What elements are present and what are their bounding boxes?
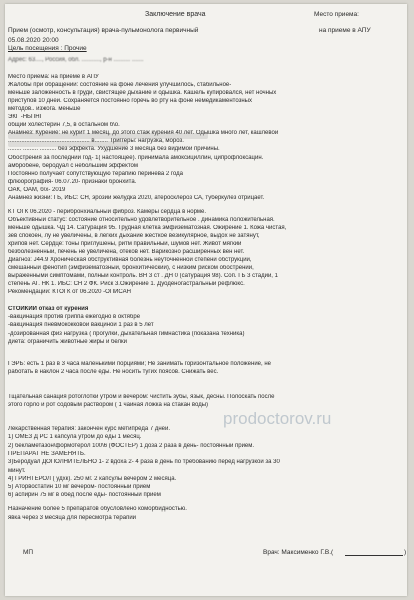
gerd-lines-line: ГЭРБ: есть 1 раз в 3 часа маленькими порциями; Не занимать горизонтальное положение, не bbox=[8, 361, 272, 367]
therapy-lines-line: 3)Беродуал ДОПОЛНИТЕЛЬНО 1- 2 вдоха 2- 4 раза в день по требованию перед нагрузкой за 30 bbox=[8, 459, 280, 466]
gerd-lines-line: работать в наклон 2 часа после еды. Не носить тугих поясов. Снижать вес. bbox=[8, 369, 219, 376]
exam-lines-line: Диагноз: J44.9 Хроническая обструктивная болезнь неуточненной степени обструкции, bbox=[8, 257, 252, 263]
exam-lines-line: степень АГ. НК 1. ИБС: СН 2 ФК. Риск 3.Ожирение 1. Дуоденогастральный рефлюкс. bbox=[8, 281, 245, 287]
rec-lines-line: -вакцинация пневмококковой вакциной 1 раз в 5 лет bbox=[8, 322, 154, 329]
rec-lines-line: СТОЙКИЙ отказ от курения bbox=[8, 306, 89, 312]
lines-line: амбробене, беродуал с небольшим эффектом bbox=[8, 162, 138, 169]
exam-lines-line: зев спокоен, лу не увеличены, в легких дыхание жесткое везикулярное, выдох не затянут, bbox=[8, 233, 260, 239]
lines-line: общий холестерин 7,5, в остальном б\о. bbox=[8, 122, 120, 129]
doctor-signature-label: Врач: Максименко Г.В.( bbox=[263, 549, 334, 556]
lines-line: Место приема: на приеме в АПУ bbox=[8, 74, 99, 80]
stamp-label: МП bbox=[23, 549, 34, 556]
place-label: Место приема: bbox=[314, 11, 359, 18]
lines-line: флюорография- 06.07.20- признаки бронхита. bbox=[8, 178, 137, 185]
therapy-lines-line: минут. bbox=[8, 467, 26, 474]
therapy-lines-line: 4) ГРИНТЕРОЛ ( удхк). 250 мг. 2 капсулы вечером 2 месяца. bbox=[8, 475, 177, 482]
address-line: Адрес: 63...., Россия, обл. ..........., р-н .......... ....... bbox=[8, 57, 144, 63]
lines-line: приступов 10 дней. Сохраняется постоянно горечь во рту на фоне немедикаментозных bbox=[8, 98, 252, 105]
lines-line: меньше заложенность в груди, свистящее дыхание и одышка. Кашель купировался, нет ночных bbox=[8, 90, 277, 97]
exam-lines-line: выраженными симптомами, полный контроль. ВН 3 ст . ДН 0 (сатурация 98). Соп. ГБ 3 стадии, 1 bbox=[8, 273, 278, 279]
therapy-lines-line: 6) аспирин 75 мг в обед после еды- постоянный прием bbox=[8, 492, 161, 499]
sanation-lines-line: Тщательная санация ротоглотки утром и вечером: чистить зубы, язык, десны. Полоскать после bbox=[8, 394, 275, 400]
visit-type: Прием (осмотр, консультация) врача-пульмонолога первичный bbox=[8, 27, 199, 34]
lines-line: методов.. изжога. меньше bbox=[8, 106, 81, 113]
signature-close: ) bbox=[404, 549, 407, 556]
place-value: на приеме в АПУ bbox=[319, 27, 371, 34]
document-title: Заключение врача bbox=[145, 11, 206, 18]
rec-lines-line: -дозированная физ нагрузка ( прогулки, дыхательная гимнастика (показана техника) bbox=[8, 330, 245, 337]
redaction-mark bbox=[8, 141, 128, 147]
exam-lines-line: Рекомендации: КТОГК от 06.2020 -ОПИСАН bbox=[8, 289, 131, 295]
lines-line: Постоянно получает сопутствующую терапию перинева 2 года bbox=[8, 170, 183, 177]
exam-lines-line: меньше одышка. ЧД 14. Сатурация 95. Грудная клетка эмфизематозная. Ожирение 1. Кожа чистая, bbox=[8, 225, 287, 231]
sanation-lines-line: этого горло и рот содовым раствором ( 1 чайная ложка на стакан воды) bbox=[8, 402, 209, 409]
visit-purpose: Цель посещения : Прочие bbox=[8, 45, 87, 52]
lines-line: ........ ......... .......... без эффекта. Ухудшение 3 месяца без видимой причины. bbox=[8, 146, 220, 153]
redaction-mark bbox=[8, 133, 208, 139]
therapy-lines-line: 1) ОМЕЗ Д РС 1 капсула утром до еды 1 месяц. bbox=[8, 434, 142, 441]
rec-lines-line: диета: ограничить животные жиры и белки bbox=[8, 338, 127, 345]
signature-line bbox=[345, 555, 403, 556]
therapy-lines-line: ПРЕПАРАТ НЕ ЗАМЕНЯТЬ. bbox=[8, 450, 86, 457]
lines-line: Анамнез жизни: ГБ, ИБС: СН, эрозии желудка 2020, атеросклероз СА, туберкулез отрицает. bbox=[8, 194, 265, 201]
visit-datetime: 05.08.2020 20:00 bbox=[8, 37, 59, 44]
lines-line: ОАК, ОАМ, б\х- 2019 bbox=[8, 186, 66, 193]
final-lines-line: Назначение более 5 препаратов обусловлено коморбидностью. bbox=[8, 506, 187, 512]
watermark: prodoctorov.ru bbox=[223, 409, 332, 428]
rec-lines-line: -вакцинация против гриппа ежегодно в октябре bbox=[8, 314, 141, 321]
document-page bbox=[5, 4, 407, 596]
lines-line: ................................................. в........ Триггеры: нагрузка, мороз. bbox=[8, 138, 184, 145]
lines-line: ЭКГ -НБПНГ bbox=[8, 114, 43, 121]
exam-lines-line: безболезненный, печень не увеличена, отеков нет. Варикозно расширенных вен нет. bbox=[8, 249, 245, 255]
therapy-lines-line: 2) бекламетазон\формотерол 100\6 (ФОСТЕР) 1 доза 2 раза в день- постоянный прием. bbox=[8, 442, 255, 449]
therapy-lines-line: Лекарственная терапия: закончен курс метипреда 7 дней. bbox=[8, 426, 170, 432]
exam-lines-line: Объективный статус: состояние относительно удовлетворительное . динамика положительная. bbox=[8, 217, 275, 223]
lines-line: Обострения за последний год- 1( настоящее). принимала амоксициллин, ципрофлоксацин. bbox=[8, 154, 264, 161]
exam-lines-line: КТ ОГК 06.2020 - перибронхиальный фиброз. Камеры сердца в норме. bbox=[8, 209, 207, 215]
lines-line: Жалобы при обращении: состояние на фоне лечения улучшилось, стабильное- bbox=[8, 82, 232, 89]
final-lines-line: явка через 3 месяца для пересмотра терапии bbox=[8, 514, 137, 521]
therapy-lines-line: 5) Аторвостатин 10 мг вечером- постоянный прием bbox=[8, 484, 151, 491]
exam-lines-line: хрипов нет. Сердце: тоны приглушены, ритм правильный, шумов нет. Живот мягкий bbox=[8, 241, 242, 247]
lines-line: Анамнез: Курение: не курит 1 месяц, до этого стаж курения 40 лет. Одышка много лет, кашлевой bbox=[8, 130, 279, 137]
exam-lines-line: смешанный фенотип (эмфизематозный, бронхитический), с низким риском обострений, bbox=[8, 265, 254, 271]
